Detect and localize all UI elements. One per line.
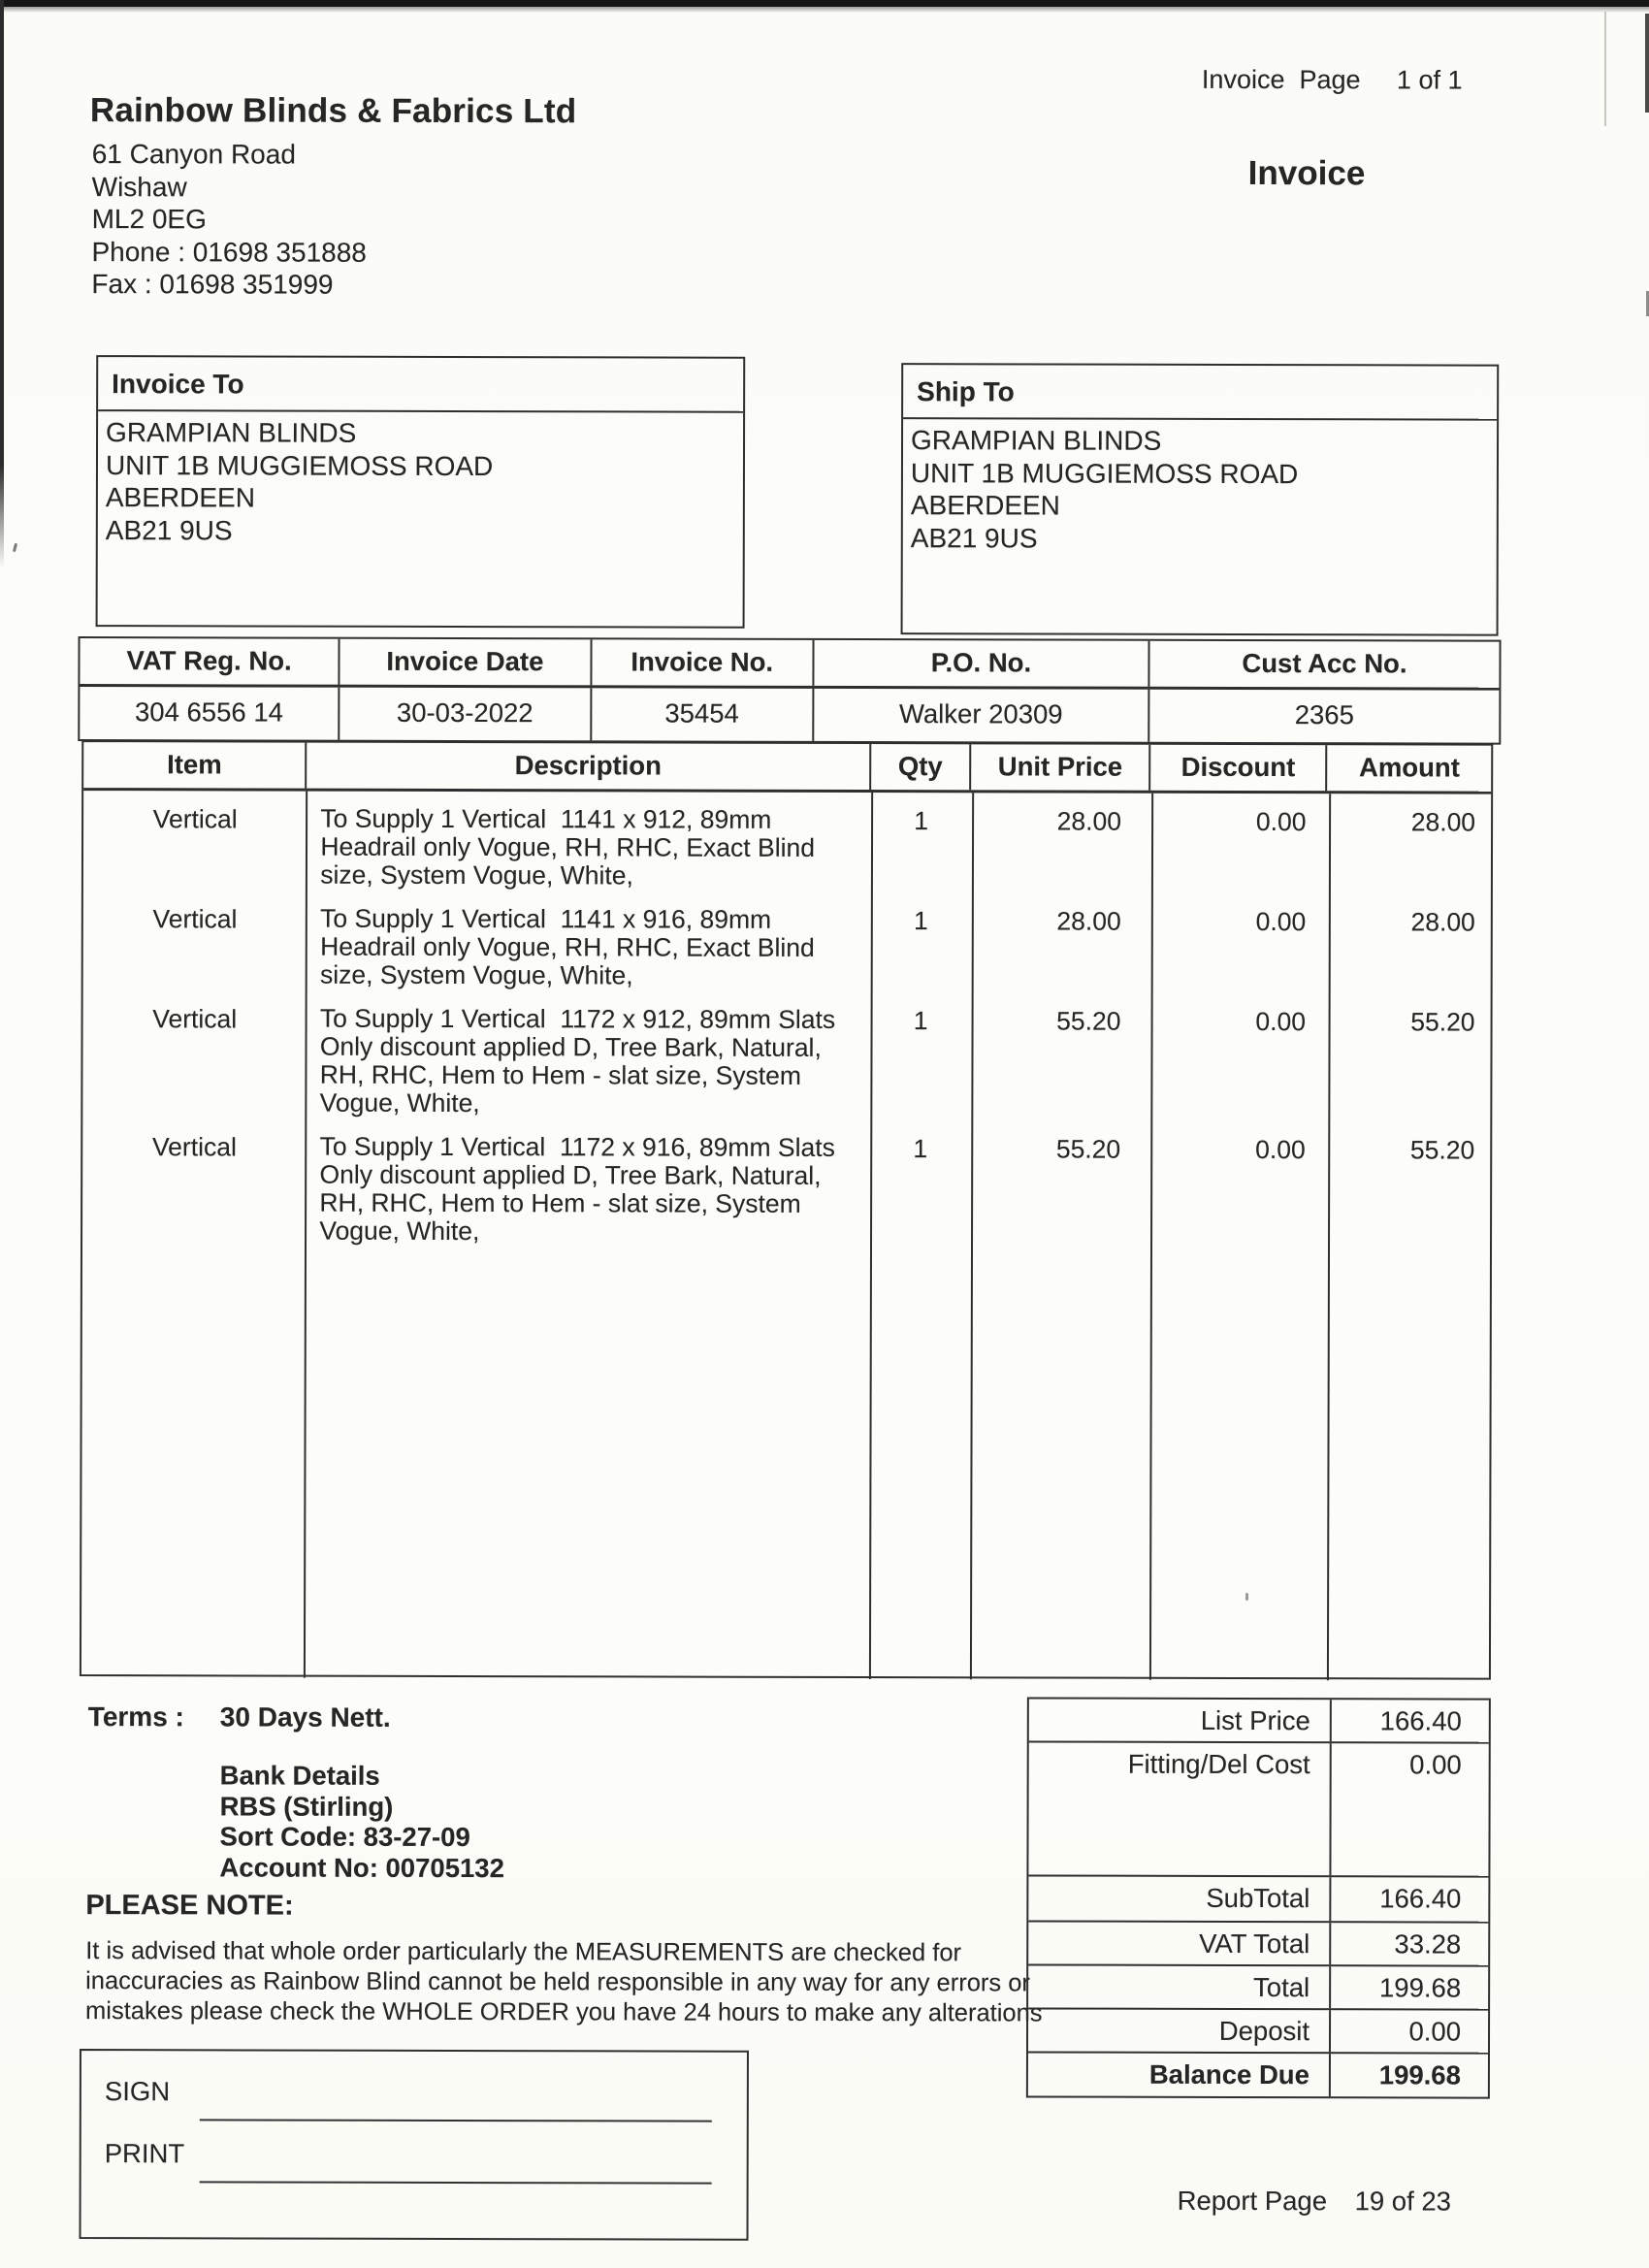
meta-value-row	[80, 687, 1499, 743]
total-value: 199.68	[1378, 2059, 1461, 2090]
total-row-vat-total	[1028, 1920, 1488, 1964]
meta-header-po-no: P.O. No.	[814, 640, 1149, 687]
item-amount: 28.00	[1410, 807, 1476, 837]
items-header-description: Description	[307, 743, 872, 790]
totals-box	[1026, 1697, 1491, 2098]
item-qty: 1	[913, 906, 928, 936]
items-header-amount: Amount	[1358, 752, 1460, 783]
bank-details: Bank Details RBS (Stirling) Sort Code: 83-27-09 Account No: 00705132	[219, 1760, 504, 1883]
meta-value-po-no: Walker 20309	[814, 689, 1149, 742]
item-amount: 55.20	[1409, 1135, 1475, 1165]
total-row-deposit	[1028, 2007, 1488, 2052]
item-unit-price: 28.00	[1056, 806, 1122, 836]
total-value: 33.28	[1394, 1928, 1462, 1960]
ship-to-address: GRAMPIAN BLINDS UNIT 1B MUGGIEMOSS ROAD ABERDEEN AB21 9US	[910, 425, 1299, 553]
total-value: 199.68	[1378, 1972, 1462, 2003]
company-address: 61 Canyon Road Wishaw ML2 0EG Phone : 01698 351888 Fax : 01698 351999	[91, 139, 367, 300]
item-type: Vertical	[152, 804, 238, 834]
meta-header-invoice-no: Invoice No.	[592, 639, 814, 686]
total-label: Fitting/Del Cost	[1028, 1742, 1331, 1875]
item-unit-price: 55.20	[1055, 1134, 1121, 1164]
total-value: 0.00	[1408, 2016, 1462, 2047]
items-header-row	[83, 742, 1491, 794]
meta-header-cust-acc: Cust Acc No.	[1242, 647, 1407, 679]
total-label: VAT Total	[1028, 1922, 1331, 1964]
item-description: To Supply 1 Vertical 1172 x 916, 89mm Slats Only discount applied D, Tree Bark, Natural, RH, RHC, Hem to Hem - slat size, System Vogue, White,	[319, 1131, 835, 1247]
item-qty: 1	[913, 1006, 928, 1036]
invoice-page-label: Invoice Page	[1201, 64, 1361, 95]
item-description: To Supply 1 Vertical 1172 x 912, 89mm Slats Only discount applied D, Tree Bark, Natural, RH, RHC, Hem to Hem - slat size, System Vogue, White,	[319, 1003, 836, 1118]
meta-value-invoice-date: 30-03-2022	[340, 688, 592, 741]
item-type: Vertical	[152, 1004, 238, 1034]
invoice-page-value: 1 of 1	[1396, 65, 1463, 95]
item-qty: 1	[913, 1134, 928, 1164]
total-label: Balance Due	[1028, 2053, 1331, 2096]
report-page-value: 19 of 23	[1354, 2186, 1452, 2217]
item-type: Vertical	[151, 1132, 237, 1162]
meta-header-vat-reg: VAT Reg. No.	[80, 638, 340, 685]
ship-to-box	[901, 363, 1500, 636]
items-header-discount: Discount	[1150, 745, 1328, 791]
item-type: Vertical	[152, 904, 238, 934]
please-note-body: It is advised that whole order particularly the MEASUREMENTS are checked for inaccuracies as Rainbow Blind cannot be held responsible in any way for any errors or mistakes please check the WHOLE ORDER you have 24 hours to make any alterations	[85, 1937, 1043, 2027]
please-note-title: PLEASE NOTE:	[85, 1890, 294, 1922]
sign-line	[200, 2119, 712, 2122]
report-page-label: Report Page	[1177, 2185, 1328, 2217]
items-body	[81, 791, 1491, 1681]
item-discount: 0.00	[1255, 1007, 1307, 1037]
total-label: SubTotal	[1028, 1876, 1331, 1921]
total-value: 166.40	[1379, 1883, 1462, 1914]
meta-value-cust-acc: 2365	[1294, 699, 1354, 730]
item-discount: 0.00	[1255, 907, 1307, 937]
table-row	[83, 904, 1491, 992]
total-row-total	[1028, 1963, 1488, 2008]
print-label: PRINT	[104, 2138, 185, 2169]
invoice-meta-table	[78, 636, 1501, 745]
terms-label: Terms :	[87, 1701, 184, 1733]
item-description: To Supply 1 Vertical 1141 x 916, 89mm Headrail only Vogue, RH, RHC, Exact Blind size, System Vogue, White,	[319, 903, 815, 990]
item-discount: 0.00	[1255, 1135, 1306, 1165]
table-row	[82, 1004, 1490, 1120]
item-amount: 28.00	[1410, 907, 1475, 937]
item-description: To Supply 1 Vertical 1141 x 912, 89mm Headrail only Vogue, RH, RHC, Exact Blind size, System Vogue, White,	[320, 803, 816, 891]
item-unit-price: 55.20	[1056, 1006, 1121, 1036]
total-label: Total	[1028, 1965, 1331, 2008]
total-value: 0.00	[1409, 1749, 1462, 1780]
signature-box	[80, 2049, 749, 2241]
item-amount: 55.20	[1410, 1007, 1475, 1037]
item-qty: 1	[914, 806, 929, 836]
invoice-to-address: GRAMPIAN BLINDS UNIT 1B MUGGIEMOSS ROAD ABERDEEN AB21 9US	[105, 417, 494, 545]
meta-value-invoice-no: 35454	[592, 688, 815, 741]
company-name: Rainbow Blinds & Fabrics Ltd	[89, 91, 577, 131]
line-items-table	[80, 740, 1493, 1680]
meta-header-invoice-date: Invoice Date	[340, 639, 592, 686]
meta-value-vat-reg: 304 6556 14	[80, 687, 340, 740]
item-unit-price: 28.00	[1056, 906, 1121, 936]
terms-value: 30 Days Nett.	[219, 1701, 391, 1733]
document-title: Invoice	[1247, 153, 1366, 193]
total-row-balance-due	[1028, 2051, 1488, 2096]
total-value: 166.40	[1379, 1705, 1462, 1736]
invoice-to-box	[96, 355, 746, 629]
item-discount: 0.00	[1255, 807, 1307, 837]
sign-label: SIGN	[104, 2076, 171, 2107]
total-row-subtotal	[1028, 1874, 1488, 1921]
table-row	[83, 804, 1491, 892]
table-row	[82, 1132, 1490, 1248]
invoice-to-title: Invoice To	[98, 357, 743, 413]
items-header-item: Item	[83, 742, 307, 789]
ship-to-title: Ship To	[903, 365, 1497, 420]
total-row-list-price	[1029, 1699, 1489, 1741]
total-label: List Price	[1029, 1699, 1332, 1741]
total-row-fitting-del-cost	[1028, 1740, 1488, 1875]
print-line	[200, 2181, 712, 2184]
items-header-qty: Qty	[871, 744, 972, 790]
total-label: Deposit	[1028, 2009, 1331, 2052]
meta-header-row	[80, 638, 1499, 691]
items-header-unit-price: Unit Price	[972, 744, 1151, 790]
